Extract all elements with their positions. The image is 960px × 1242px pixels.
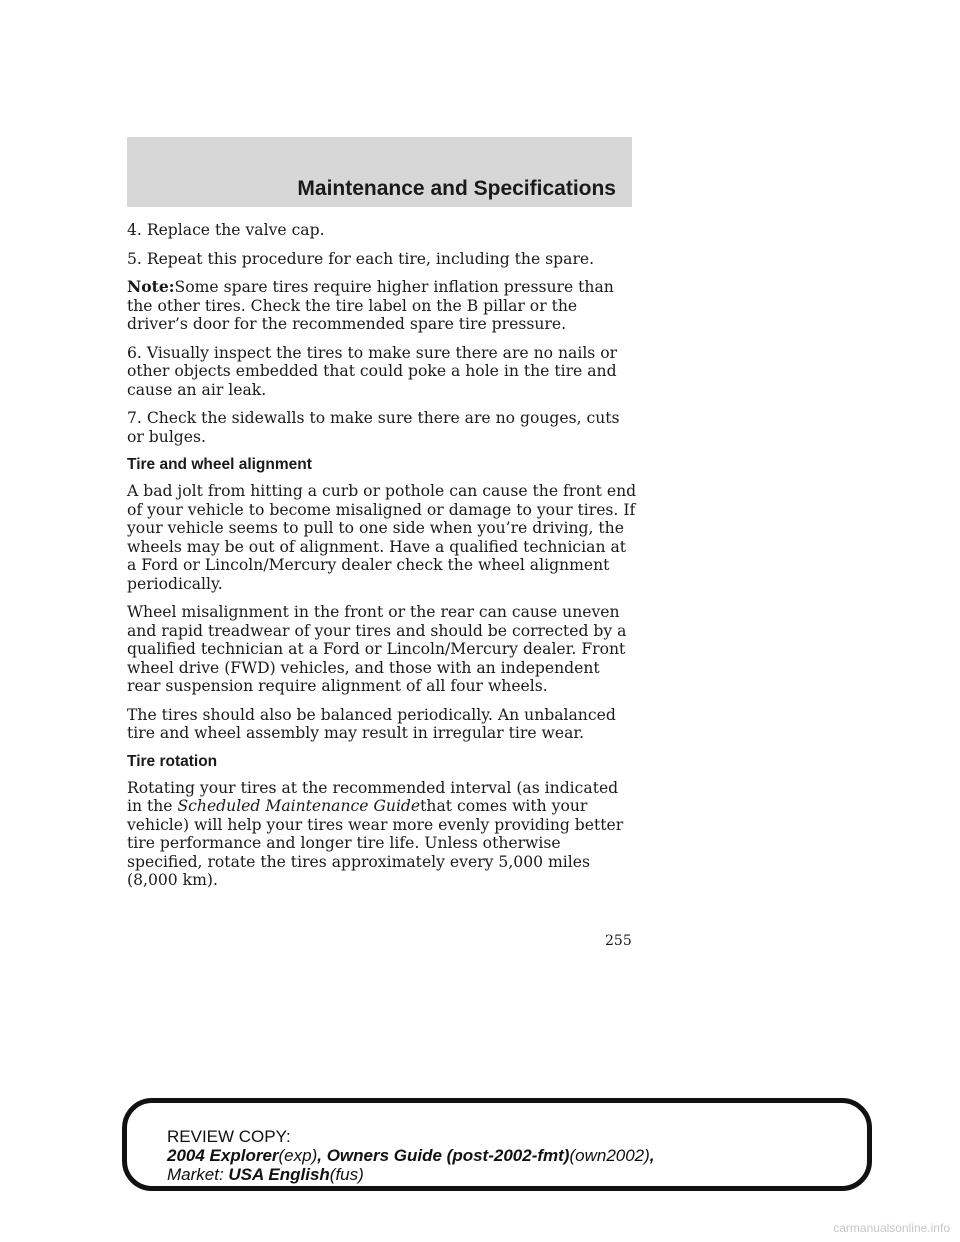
rotation-text-after: that comes with your vehicle) will help your tires wear more evenly providing better tire performance and longer tire life. Unless otherwise specified, rotate the tires approximately every 5,000 miles (8,000 km). <box>127 797 624 889</box>
note-label: Note: <box>127 277 175 296</box>
step-5: 5. Repeat this procedure for each tire, including the spare. <box>127 249 595 268</box>
review-copy-text <box>167 1127 655 1184</box>
step-6: 6. Visually inspect the tires to make sure there are no nails or other objects embedded that could poke a hole in the tire and cause an air leak. <box>127 343 618 399</box>
section-header-band <box>127 137 632 207</box>
review-line-2 <box>167 1146 655 1165</box>
review-model: 2004 Explorer <box>167 1146 279 1165</box>
review-market: USA English <box>228 1165 330 1184</box>
review-sep-2: , <box>649 1146 655 1165</box>
review-line-1: REVIEW COPY: <box>167 1127 291 1146</box>
review-guide: Owners Guide (post-2002-fmt) <box>326 1146 570 1165</box>
alignment-heading: Tire and wheel alignment <box>127 456 312 473</box>
review-copy-box <box>122 1098 872 1191</box>
review-model-code: (exp) <box>278 1146 318 1165</box>
rotation-text-before: Rotating your tires at the recommended interval (as indicated in the <box>127 778 619 815</box>
review-market-code: (fus) <box>329 1165 364 1184</box>
alignment-paragraph-3: The tires should also be balanced periodically. An unbalanced tire and wheel assembly may result in irregular tire wear. <box>127 705 616 742</box>
alignment-paragraph-2: Wheel misalignment in the front or the rear can cause uneven and rapid treadwear of your tires and should be corrected by a qualified technician at a Ford or Lincoln/Mercury dealer. Front wheel drive (FWD) vehicles, and those with an independent rear suspension require alignment of all four wheels. <box>127 603 627 695</box>
rotation-heading: Tire rotation <box>127 752 218 770</box>
rotation-guide-title: Scheduled Maintenance Guide <box>177 797 421 815</box>
section-title: Maintenance and Specifications <box>297 177 616 200</box>
page-content <box>127 221 637 900</box>
review-sep-1: , <box>317 1146 327 1165</box>
alignment-paragraph-1: A bad jolt from hitting a curb or pothole can cause the front end of your vehicle to become misaligned or damage to your tires. If your vehicle seems to pull to one side when you’re driving, the wheels may be out of alignment. Have a qualified technician at a Ford or Lincoln/Mercury dealer check the wheel alignment periodically. <box>127 482 637 593</box>
review-line-3 <box>167 1165 655 1184</box>
step-4: 4. Replace the valve cap. <box>127 221 325 239</box>
review-guide-code: (own2002) <box>569 1146 650 1165</box>
step-7: 7. Check the sidewalls to make sure there are no gouges, cuts or bulges. <box>127 409 620 446</box>
note-paragraph <box>127 278 637 334</box>
page-number: 255 <box>605 933 632 949</box>
watermark: carmanualsonline.info <box>833 1221 950 1235</box>
review-market-label: Market: <box>167 1165 229 1184</box>
note-text: Some spare tires require higher inflation pressure than the other tires. Check the tire label on the B pillar or the driver’s door for the recommended spare tire pressure. <box>127 278 614 333</box>
rotation-paragraph <box>127 779 637 890</box>
